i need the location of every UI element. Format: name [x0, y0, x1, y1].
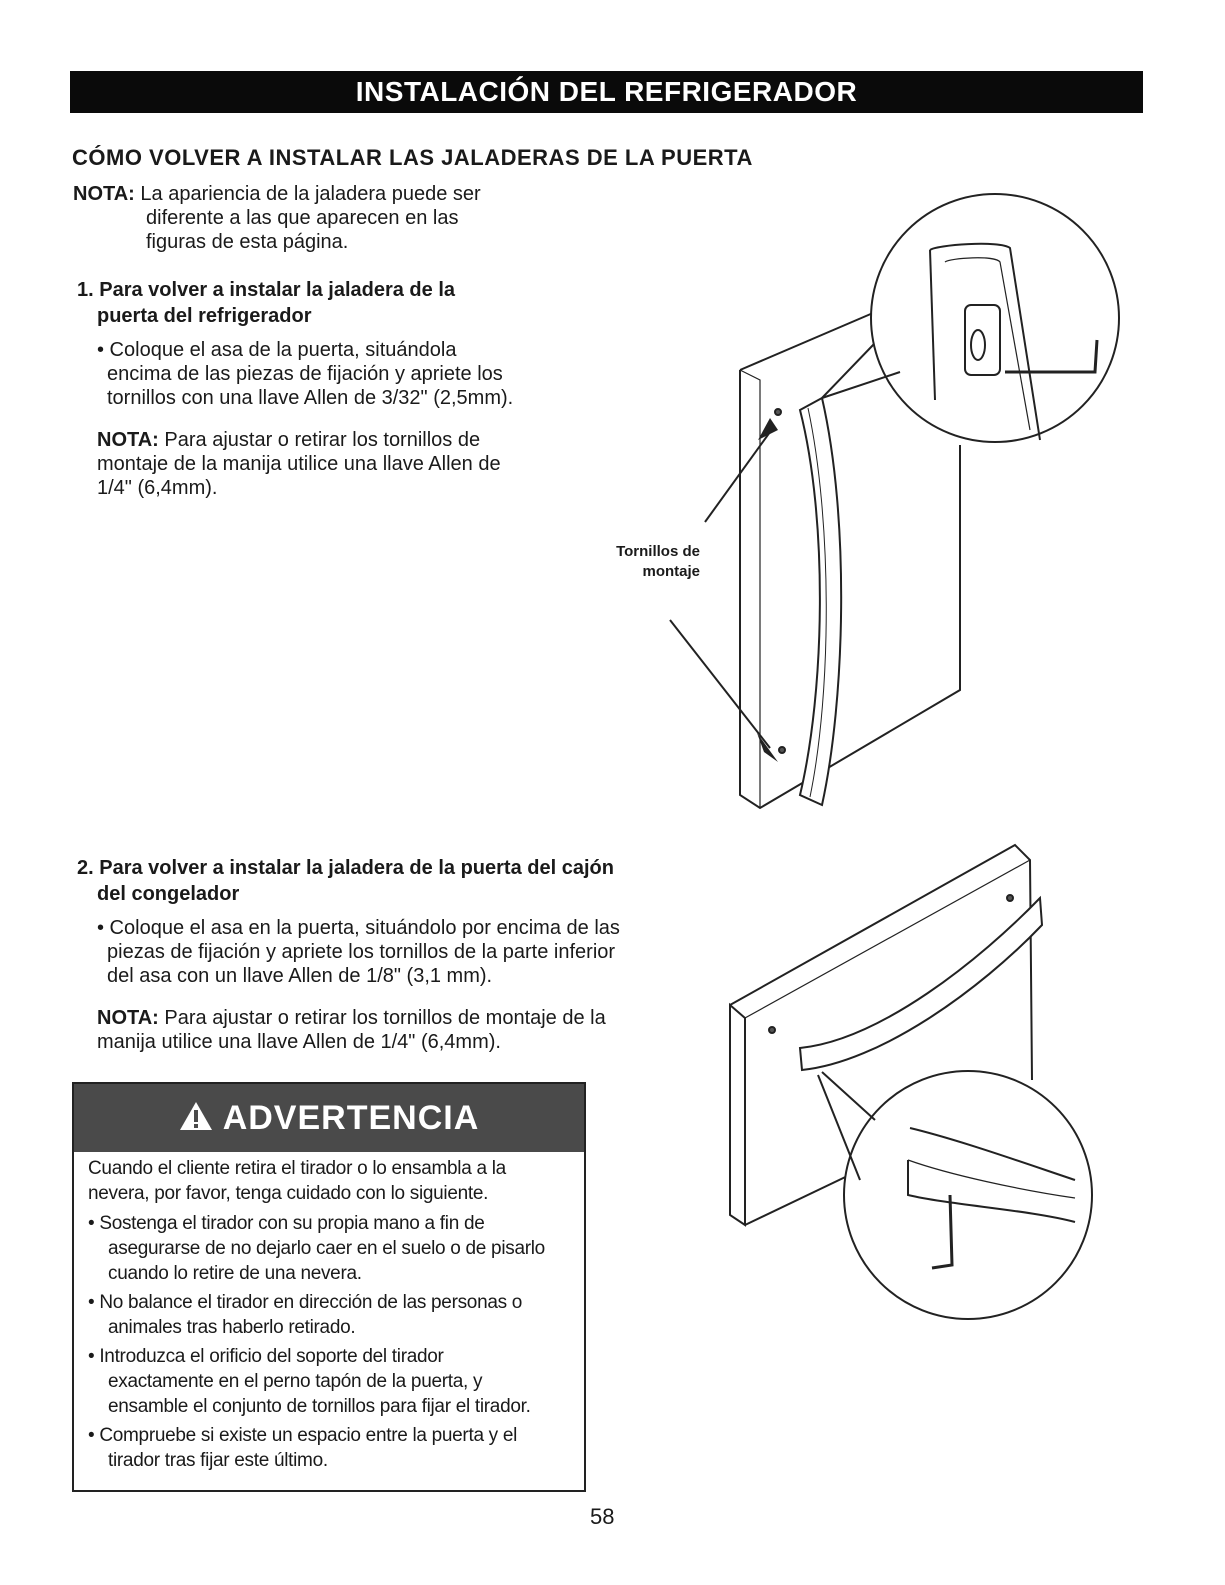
warning-item-line: exactamente en el perno tapón de la puerta, y: [108, 1371, 483, 1392]
nota-intro-line3: figuras de esta página.: [146, 231, 349, 253]
step2-nota-line2: manija utilice una llave Allen de 1/4" (6,4mm).: [97, 1031, 501, 1053]
nota-intro-line1: La apariencia de la jaladera puede ser: [140, 183, 481, 205]
warning-item-line: • Sostenga el tirador con su propia mano a fin de: [88, 1213, 485, 1234]
step2-heading-line1: Para volver a instalar la jaladera de la puerta del cajón: [99, 857, 614, 879]
step2-bullet-line1: • Coloque el asa en la puerta, situándolo por encima de las: [97, 917, 620, 939]
warning-item-line: • Compruebe si existe un espacio entre la puerta y el: [88, 1425, 518, 1446]
step2-bullet-line2: piezas de fijación y apriete los tornillos de la parte inferior: [107, 941, 616, 963]
nota-label: NOTA:: [73, 183, 135, 205]
warning-intro-line1: Cuando el cliente retira el tirador o lo ensambla a la: [88, 1158, 506, 1179]
step2-heading-line2: del congelador: [97, 883, 240, 905]
step1-heading-line2: puerta del refrigerador: [97, 305, 312, 327]
step1-nota-line2: montaje de la manija utilice una llave Allen de: [97, 453, 501, 475]
step1-bullet-line1: • Coloque el asa de la puerta, situándola: [97, 339, 457, 361]
step1-nota-line3: 1/4" (6,4mm).: [97, 477, 218, 499]
warning-item-line: animales tras haberlo retirado.: [108, 1317, 356, 1338]
page-banner: INSTALACIÓN DEL REFRIGERADOR: [70, 71, 1143, 113]
warning-item-line: cuando lo retire de una nevera.: [108, 1263, 362, 1284]
nota-label: NOTA:: [97, 1007, 159, 1029]
step1-nota-line1: Para ajustar o retirar los tornillos de: [164, 429, 481, 451]
callout-line2: montaje: [642, 563, 700, 580]
callout-line1: Tornillos de: [616, 543, 700, 560]
nota-intro-line2: diferente a las que aparecen en las: [146, 207, 459, 229]
warning-item-line: asegurarse de no dejarlo caer en el suelo o de pisarlo: [108, 1238, 545, 1259]
step2-nota-line1: Para ajustar o retirar los tornillos de montaje de la: [164, 1007, 606, 1029]
warning-title: ADVERTENCIA: [222, 1099, 480, 1137]
step1-number: 1.: [77, 279, 94, 301]
step2-number: 2.: [77, 857, 94, 879]
page-number: 58: [590, 1504, 615, 1529]
warning-item-line: • No balance el tirador en dirección de las personas o: [88, 1292, 523, 1313]
step1-heading-line1: Para volver a instalar la jaladera de la: [99, 279, 456, 301]
warning-item-line: ensamble el conjunto de tornillos para fijar el tirador.: [108, 1396, 531, 1417]
step1-bullet-line2: encima de las piezas de fijación y apriete los: [107, 363, 503, 385]
section-title: CÓMO VOLVER A INSTALAR LAS JALADERAS DE LA PUERTA: [72, 145, 753, 170]
warning-item-line: tirador tras fijar este último.: [108, 1450, 328, 1471]
step1-bullet-line3: tornillos con una llave Allen de 3/32" (2,5mm).: [107, 387, 514, 409]
step2-bullet-line3: del asa con un llave Allen de 1/8" (3,1 mm).: [107, 965, 493, 987]
nota-label: NOTA:: [97, 429, 159, 451]
warning-intro-line2: nevera, por favor, tenga cuidado con lo siguiente.: [88, 1183, 489, 1204]
warning-item-line: • Introduzca el orificio del soporte del tirador: [88, 1346, 444, 1367]
